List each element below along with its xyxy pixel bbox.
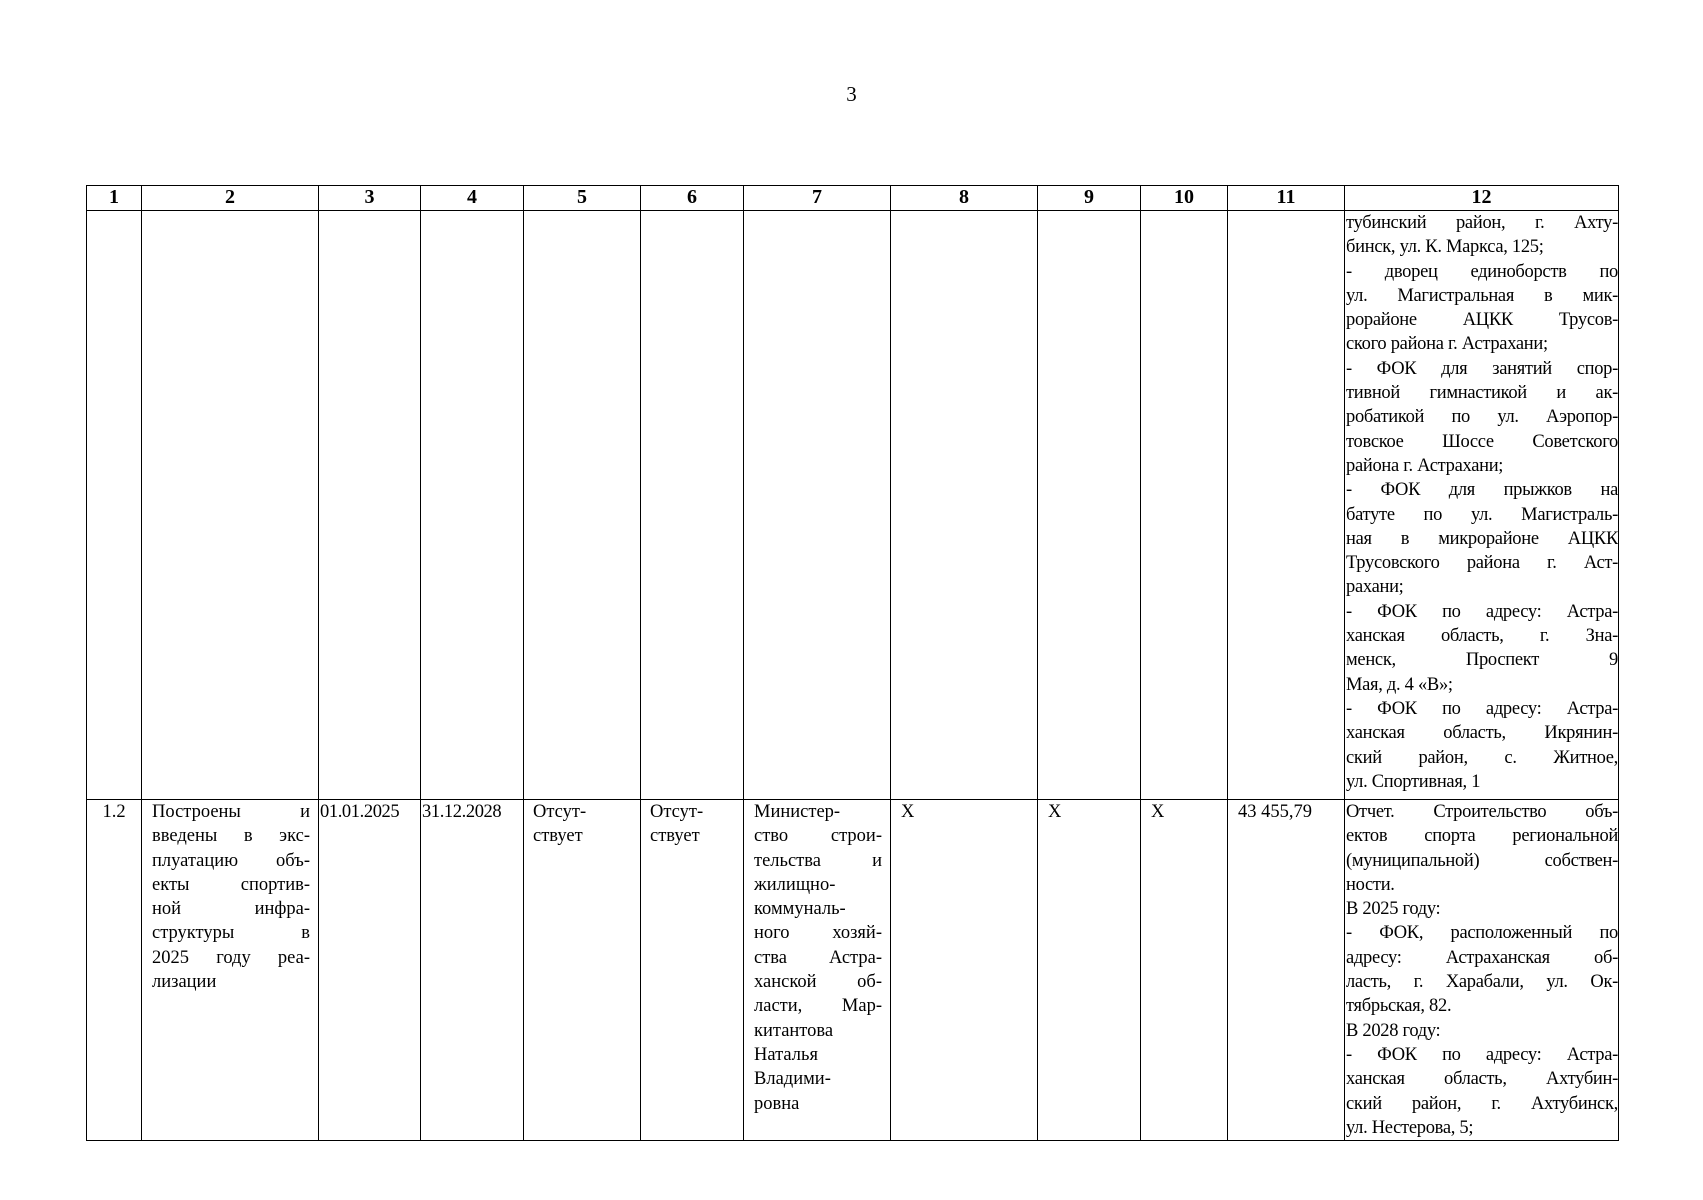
table-cell [891, 211, 1038, 800]
text-line: товское Шоссе Советского [1346, 431, 1618, 452]
text-line: ханская область, г. Зна- [1346, 626, 1618, 647]
table-cell [1141, 211, 1228, 800]
text-line: адресу: Астраханская об- [1346, 947, 1618, 968]
text-line: тивной гимнастикой и ак- [1346, 383, 1618, 404]
value-cell: X [1141, 800, 1228, 1141]
table-row [87, 800, 1619, 1141]
text-line: Владими- [754, 1069, 831, 1090]
text-line: - ФОК по адресу: Астра- [1346, 1044, 1618, 1065]
text-line: ектов спорта региональной [1346, 826, 1618, 847]
text-line: ства Астра- [754, 947, 882, 968]
reason-cell [641, 800, 744, 1141]
header-cell: 10 [1141, 186, 1228, 211]
row-number-cell: 1.2 [87, 800, 142, 1141]
responsible-cell [744, 800, 891, 1141]
text-line: структуры в [152, 923, 310, 944]
text-line: Мая, д. 4 «В»; [1346, 674, 1453, 695]
text-line: района г. Астрахани; [1346, 455, 1504, 476]
text-line: тябрьская, 82. [1346, 996, 1452, 1017]
header-cell: 2 [142, 186, 319, 211]
text-line: ул. Спортивная, 1 [1346, 771, 1481, 792]
text-line: жилищно- [754, 874, 836, 895]
text-line: китантова [754, 1020, 834, 1041]
table-cell [1038, 211, 1141, 800]
text-line: робатикой по ул. Аэропор- [1346, 407, 1618, 428]
text-line: ский район, с. Житное, [1346, 747, 1618, 768]
text-line: Наталья [754, 1044, 818, 1065]
text-line: батуте по ул. Магистраль- [1346, 504, 1618, 525]
text-line: ствует [533, 826, 583, 847]
text-line: ласти, Мар- [754, 996, 882, 1017]
text-line: Отсут- [650, 802, 704, 822]
text-line: ровна [754, 1093, 800, 1114]
table-row [87, 211, 1619, 800]
text-line: - ФОК по адресу: Астра- [1346, 601, 1618, 622]
table-cell [142, 211, 319, 800]
header-cell: 8 [891, 186, 1038, 211]
text-line: В 2025 году: [1346, 899, 1441, 920]
text-line: ного хозяй- [754, 923, 882, 944]
text-line: тельства и [754, 850, 882, 871]
amount-cell: 43 455,79 [1228, 800, 1345, 1141]
header-cell: 5 [524, 186, 641, 211]
text-line: ханской об- [754, 972, 882, 993]
header-row [87, 186, 1619, 211]
end-date-cell: 31.12.2028 [421, 800, 524, 1141]
text-line: ского района г. Астрахани; [1346, 334, 1548, 355]
text-line: ханская область, Ахтубин- [1346, 1069, 1618, 1090]
main-table [86, 185, 1619, 1141]
text-line: коммуналь- [754, 899, 846, 920]
table-cell [744, 211, 891, 800]
text-line: В 2028 году: [1346, 1020, 1441, 1041]
text-line: - ФОК для занятий спор- [1346, 358, 1618, 379]
event-name-cell [142, 800, 319, 1141]
text-line: - ФОК для прыжков на [1346, 480, 1618, 501]
result-description-cell [1345, 800, 1619, 1141]
table-cell [319, 211, 421, 800]
text-line: бинск, ул. К. Маркса, 125; [1346, 237, 1544, 258]
result-description-cell [1345, 211, 1619, 800]
text-line: ский район, г. Ахтубинск, [1346, 1093, 1618, 1114]
header-cell: 7 [744, 186, 891, 211]
table-cell [421, 211, 524, 800]
text-line: введены в экс- [152, 826, 310, 847]
text-line: ствует [650, 826, 700, 847]
text-line: (муниципальной) собствен- [1346, 850, 1618, 871]
text-line: ство строи- [754, 826, 882, 847]
text-line: ласть, г. Харабали, ул. Ок- [1346, 972, 1618, 993]
header-cell: 6 [641, 186, 744, 211]
page-number: 3 [846, 82, 857, 106]
text-line: Построены и [152, 802, 310, 822]
text-line: ной инфра- [152, 899, 310, 920]
text-line: ная в микрорайоне АЦКК [1346, 528, 1618, 549]
header-cell: 4 [421, 186, 524, 211]
text-line: Трусовского района г. Аст- [1346, 553, 1618, 574]
text-line: екты спортив- [152, 874, 310, 895]
start-date-cell: 01.01.2025 [319, 800, 421, 1141]
text-line: лизации [152, 972, 217, 993]
header-cell: 9 [1038, 186, 1141, 211]
text-line: ул. Нестерова, 5; [1346, 1117, 1474, 1138]
text-line: ул. Магистральная в мик- [1346, 285, 1618, 306]
text-line: менск, Проспект 9 [1346, 650, 1618, 671]
table-cell [641, 211, 744, 800]
text-line: Отчет. Строительство объ- [1346, 802, 1618, 822]
value-cell: X [1038, 800, 1141, 1141]
text-line: плуатацию объ- [152, 850, 310, 871]
value-cell: X [891, 800, 1038, 1141]
header-cell: 3 [319, 186, 421, 211]
text-line: - ФОК, расположенный по [1346, 923, 1618, 944]
table-cell [87, 211, 142, 800]
text-line: - ФОК по адресу: Астра- [1346, 698, 1618, 719]
header-cell: 11 [1228, 186, 1345, 211]
text-line: рахани; [1346, 577, 1404, 598]
header-cell: 1 [87, 186, 142, 211]
header-cell: 12 [1345, 186, 1619, 211]
table-cell [1228, 211, 1345, 800]
text-line: Отсут- [533, 802, 587, 822]
text-line: Министер- [754, 802, 841, 822]
text-line: ханская область, Икрянин- [1346, 723, 1618, 744]
text-line: 2025 году реа- [152, 947, 310, 968]
text-line: ности. [1346, 874, 1395, 895]
deviation-cell [524, 800, 641, 1141]
text-line: - дворец единоборств по [1346, 261, 1618, 282]
text-line: рорайоне АЦКК Трусов- [1346, 310, 1618, 331]
text-line: тубинский район, г. Ахту- [1346, 213, 1618, 233]
table-cell [524, 211, 641, 800]
